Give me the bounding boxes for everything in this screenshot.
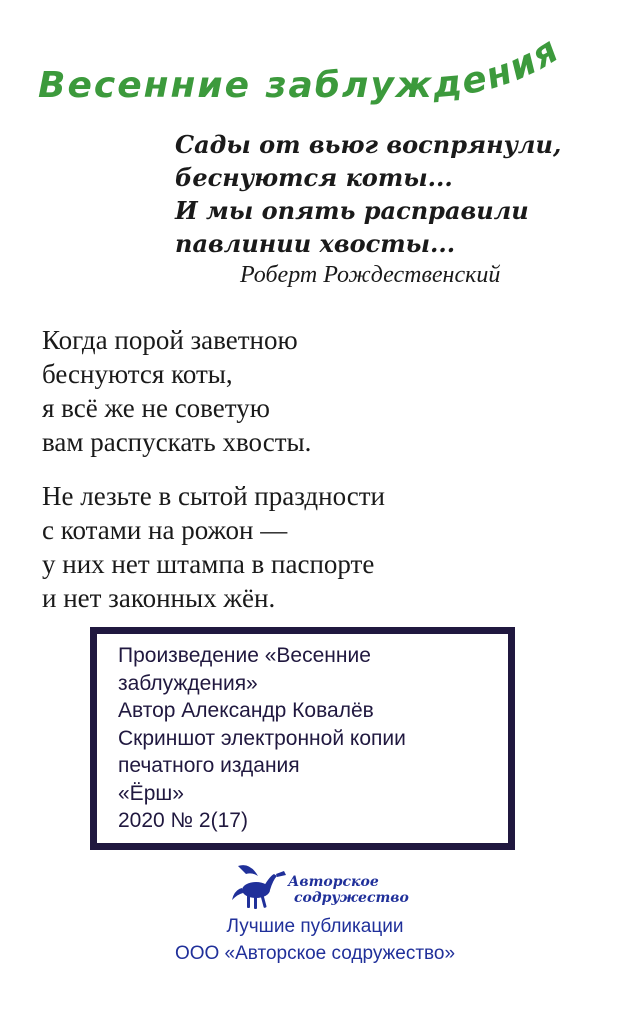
poem-line: Не лезьте в сытой праздности (42, 481, 385, 511)
page-title-svg (0, 0, 630, 130)
poem-line: я всё же не советую (42, 393, 270, 423)
publication-info-box (90, 627, 515, 850)
info-line: печатного издания (118, 754, 300, 777)
info-line: Произведение «Весенние (118, 644, 371, 667)
logo-text-line1: Авторское (288, 874, 379, 890)
epigraph-line: павлинии хвосты... (175, 229, 456, 258)
info-line: «Ёрш» (118, 781, 184, 805)
epigraph-line: беснуются коты... (175, 163, 453, 192)
publication-info-text (118, 642, 406, 835)
poem-line: и нет законных жён. (42, 583, 276, 613)
footer-line-2: ООО «Авторское содружество» (174, 943, 456, 964)
poem-line: Когда порой заветною (42, 325, 298, 355)
epigraph-author: Роберт Рождественский (240, 262, 501, 288)
info-line: 2020 № 2(17) (118, 809, 248, 832)
poem-line: с котами на рожон — (42, 515, 288, 545)
epigraph-line: Сады от вьюг воспрянули, (175, 130, 562, 159)
poem-line: беснуются коты, (42, 359, 233, 389)
epigraph-line: И мы опять расправили (175, 196, 529, 225)
pegasus-horn-icon (232, 865, 286, 909)
poem-stanza-2 (42, 479, 602, 615)
page-title-text: Весенние заблуждения (38, 28, 567, 107)
poem-line: у них нет штампа в паспорте (42, 549, 375, 579)
footer-line-1: Лучшие публикации (226, 916, 404, 937)
page-title (38, 29, 567, 107)
poem-stanza-1 (42, 323, 602, 459)
publisher-logo (230, 862, 409, 914)
epigraph (175, 128, 615, 260)
info-line: Скриншот электронной копии (118, 726, 406, 750)
poem-line: вам распускать хвосты. (42, 427, 312, 457)
info-line: заблуждения» (118, 671, 258, 695)
info-line: Автор Александр Ковалёв (118, 699, 374, 722)
logo-text-line2: содружество (294, 890, 409, 906)
